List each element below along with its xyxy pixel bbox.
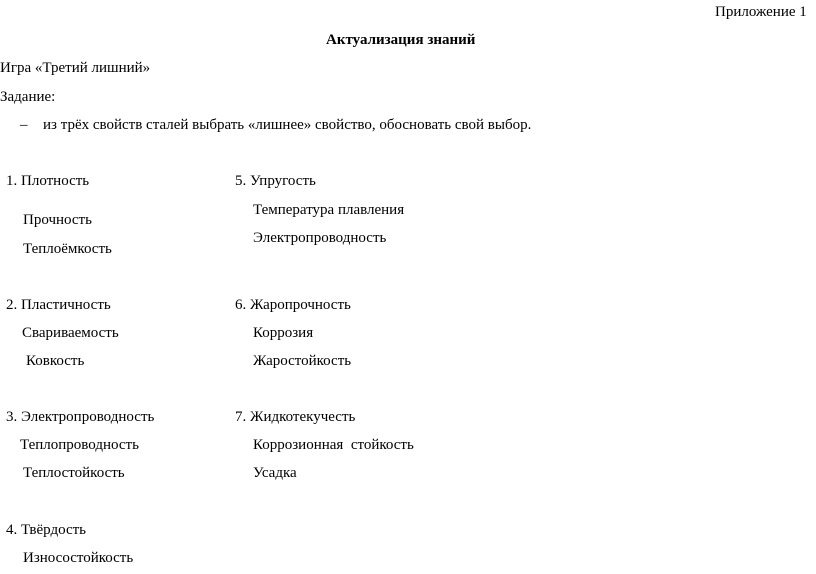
group-1-third: Теплоёмкость (23, 241, 112, 257)
group-7-third: Усадка (253, 465, 297, 481)
game-title: Игра «Третий лишний» (0, 60, 151, 76)
group-6-third: Жаростойкость (253, 353, 352, 369)
task-label: Задание: (0, 89, 56, 105)
task-text: из трёх свойств сталей выбрать «лишнее» свойство, обосновать свой выбор. (43, 117, 532, 133)
group-6-first: 6. Жаропрочность (235, 297, 351, 313)
group-3-second: Теплопроводность (20, 437, 139, 453)
group-5-third: Электропроводность (253, 230, 387, 246)
group-4-first: 4. Твёрдость (6, 522, 87, 538)
appendix-label: Приложение 1 (715, 4, 807, 20)
task-dash: – (20, 117, 28, 133)
group-1-second: Прочность (23, 212, 92, 228)
group-3-third: Теплостойкость (23, 465, 125, 481)
group-7-second: Коррозионная стойкость (253, 437, 414, 453)
group-5-first: 5. Упругость (235, 173, 316, 189)
group-4-second: Износостойкость (23, 550, 134, 566)
group-5-second: Температура плавления (253, 202, 405, 218)
page-title: Актуализация знаний (326, 32, 476, 48)
group-7-first: 7. Жидкотекучесть (235, 409, 356, 425)
group-1-first: 1. Плотность (6, 173, 90, 189)
group-2-third: Ковкость (26, 353, 85, 369)
group-2-first: 2. Пластичность (6, 297, 111, 313)
group-3-first: 3. Электропроводность (6, 409, 155, 425)
group-2-second: Свариваемость (22, 325, 119, 341)
group-6-second: Коррозия (253, 325, 314, 341)
